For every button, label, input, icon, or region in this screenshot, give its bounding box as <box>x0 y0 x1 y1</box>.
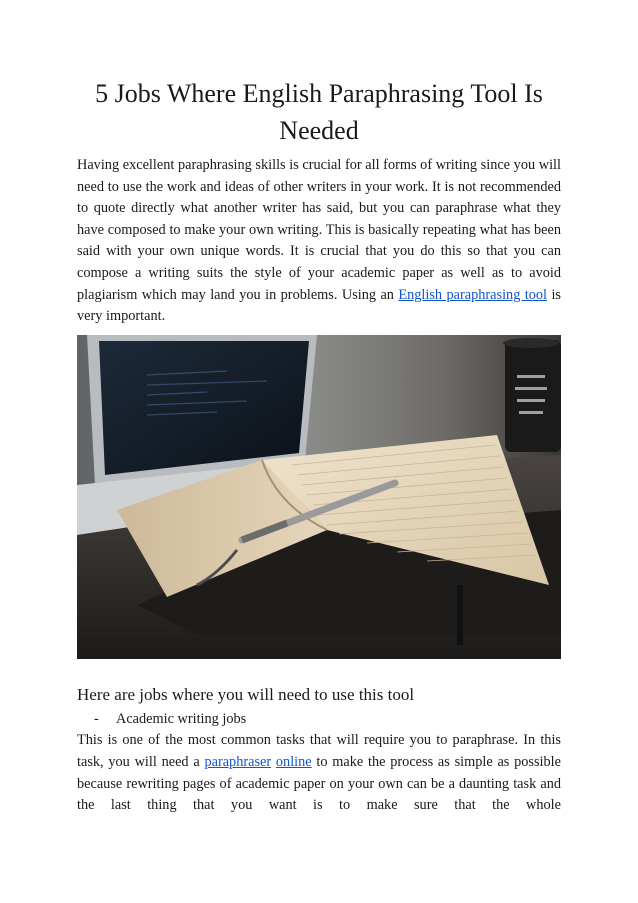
english-paraphrasing-tool-link[interactable]: English paraphrasing tool <box>398 286 548 303</box>
document-page <box>77 75 561 817</box>
intro-text: Having excellent paraphrasing skills is crucial for all forms of writing since you will need to use the work and ideas of other writers in your work. It is not recommended to quote directly what another writer has said, but you can paraphrase what they have composed to make your own writing. This is basically repeating what has been said with your own unique words. It is crucial that you do this so that you can compose a writing suits the style of your academic paper as well as to avoid plagiarism which may land you in problems. Using an <box>77 157 561 303</box>
online-link[interactable]: online <box>275 753 312 770</box>
document-title <box>77 75 561 149</box>
paraphraser-link[interactable]: paraphraser <box>204 753 272 770</box>
notebook-desk-photo <box>77 335 561 659</box>
intro-end-text: is very important. <box>77 286 561 325</box>
list-bullet: - <box>94 710 99 727</box>
list-item <box>77 709 561 731</box>
para2-start: This is one of the most common tasks that will require you to paraphrase. In this task, you will need a <box>77 732 561 770</box>
list-item-label: Academic writing jobs <box>116 710 247 727</box>
intro-paragraph <box>77 155 561 328</box>
title-line-1: 5 Jobs Where English Paraphrasing Tool Is <box>95 79 543 108</box>
jobs-list <box>77 709 561 731</box>
academic-writing-paragraph <box>77 730 561 816</box>
para2-end: to make the process as simple as possible because rewriting pages of academic paper on your own can be a daunting task and the last thing that you want is to make sure that the whole <box>77 753 561 814</box>
title-line-2: Needed <box>279 116 359 145</box>
section-heading: Here are jobs where you will need to use this tool <box>77 684 415 704</box>
